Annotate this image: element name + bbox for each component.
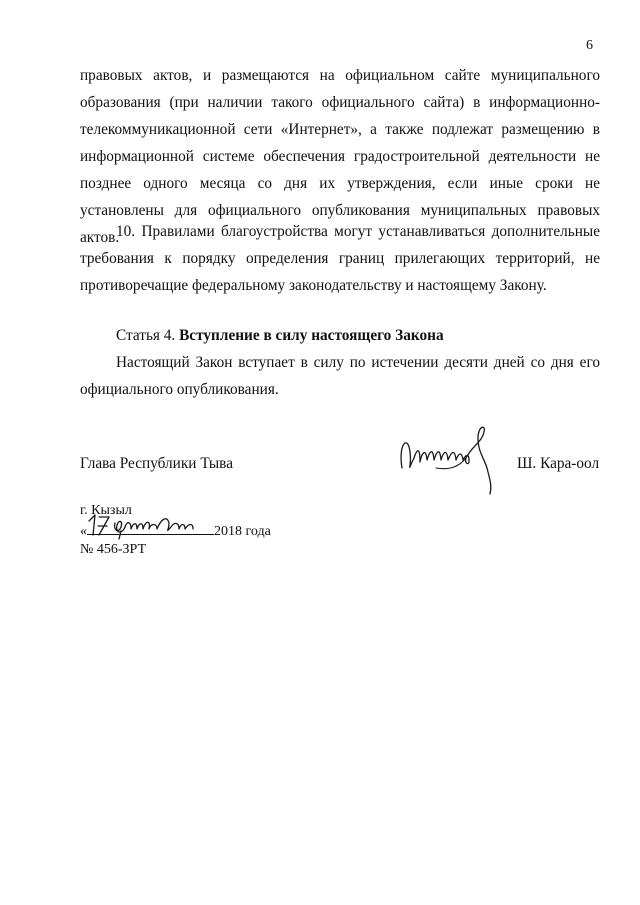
signatory-name: Ш. Кара-оол bbox=[517, 455, 600, 472]
document-number: № 456-ЗРТ bbox=[80, 542, 147, 557]
handwritten-date bbox=[85, 509, 220, 541]
article-prefix: Статья 4. bbox=[116, 327, 176, 344]
article-heading bbox=[80, 322, 600, 349]
page-number: 6 bbox=[586, 38, 593, 53]
date-open-quote: « bbox=[80, 524, 87, 539]
paragraph-item-10 bbox=[80, 218, 600, 299]
article-text: Настоящий Закон вступает в силу по истечении десяти дней со дня его официального опубликования. bbox=[80, 354, 600, 398]
paragraph-text: 10. Правилами благоустройства могут устанавливаться дополнительные требования к порядку определения границ прилегающих территорий, не противоречащие федеральному законодательству и настоящему Закону. bbox=[80, 223, 600, 294]
paragraph-text: правовых актов, и размещаются на официальном сайте муниципального образования (при наличии такого официального сайта) в информационно-телекоммуникационной сети «Интернет», а также подлежат размещению в информационной системе обеспечения градостроительной деятельности не позднее одного месяца со дня их утверждения, если иные сроки не установлены для официального опубликования муниципальных правовых актов. bbox=[80, 67, 600, 246]
city: г. Кызыл bbox=[80, 503, 132, 518]
article-title: Вступление в силу настоящего Закона bbox=[179, 327, 444, 344]
signatory-title: Глава Республики Тыва bbox=[80, 455, 233, 472]
date-suffix: 2018 года bbox=[214, 524, 271, 539]
handwritten-signature bbox=[396, 424, 511, 504]
article-4 bbox=[80, 322, 600, 403]
date-line bbox=[80, 520, 271, 541]
document-footer bbox=[80, 502, 271, 559]
